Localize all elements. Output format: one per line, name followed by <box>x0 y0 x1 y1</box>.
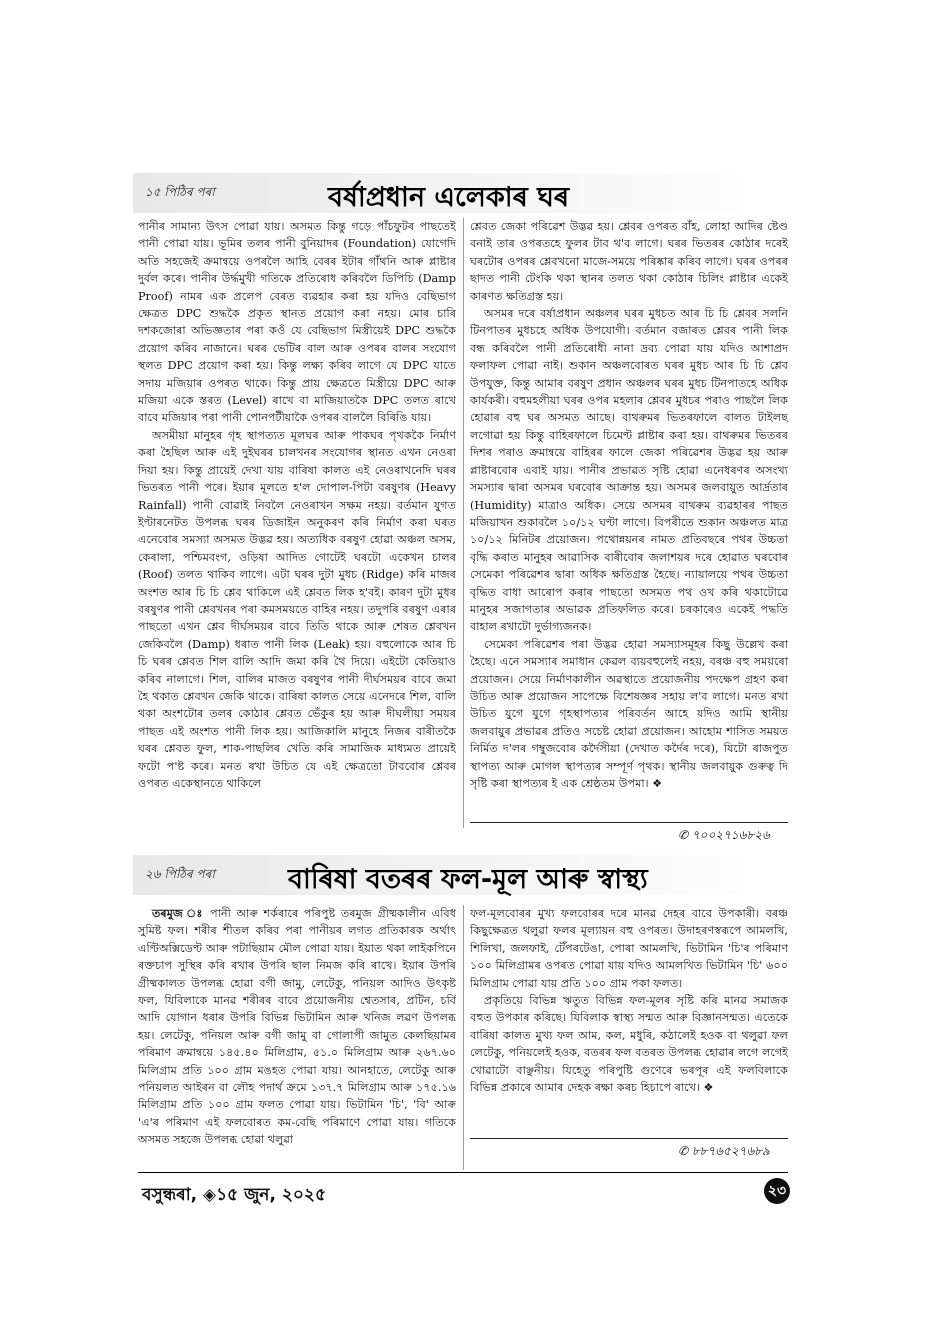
article1-title: বৰ্ষাপ্ৰধান এলেকাৰ ঘৰ <box>328 182 570 213</box>
article2-left-paragraph <box>138 905 456 1149</box>
article2-title: বাৰিষা বতৰৰ ফল-মূল আৰু স্বাস্থ্য <box>288 864 648 895</box>
article1-phone: ✆ ৭০০২৭১৬৮২৬ <box>678 828 770 842</box>
page-number: ২৩ <box>764 1178 790 1204</box>
article1-title-banner <box>133 173 788 213</box>
magazine-date: বসুন্ধৰা, ◈১৫ জুন, ২০২৫ <box>142 1185 327 1205</box>
article1-right-paragraph-3: সেমেকা পৰিৱেশৰ পৰা উদ্ভৱ হোৱা সমস্যাসমূহৰ কিছু উল্লেখ কৰা হৈছে। এনে সমস্যাৰ সমাধান কেৱল ব্যয়বহুলেই নহয়, বৰঞ্চ বহু সময়ৰো প্ৰয়োজন। সেয়ে নিৰ্মাণকালীন অৱস্থাতে প্ৰয়োজনীয় পদক্ষেপ গ্ৰহণ কৰা উচিত আৰু প্ৰয়োজন সাপেক্ষে বিশেষজ্ঞৰ সহায় ল'ব লাগে। মনত ৰখা উচিত যুগে যুগে গৃহস্থাপত্যৰ পৰিবৰ্তন আহে যদিও আমি স্থানীয় জলবায়ুৰ প্ৰভাৱৰ প্ৰতিও সচেষ্ট হোৱা প্ৰয়োজন। আহোম শাসিত সময়ত নিৰ্মিত দ'লৰ গম্বুজবোৰ কৰ্দৈসীয়া (দেখাত কৰ্দৈৰ দৰে), যিটো ৰাজপুত স্থাপত্য আৰু মোগল স্থাপত্যৰ সম্পূৰ্ণ পৃথক। স্থানীয় জলবায়ুক গুৰুত্ব দি সৃষ্টি কৰা স্থাপত্যৰ ই এক শ্ৰেষ্ঠতম উপমা। ❖ <box>470 637 788 790</box>
article1-right-column <box>470 218 788 818</box>
article1-left-column <box>138 218 456 836</box>
article2-right-column <box>470 905 788 1135</box>
article2-right-paragraph-1: ফল-মূলবোৰৰ মুখ্য ফলবোৰৰ দৰে মানৱ দেহৰ বাবে উপকাৰী। বৰঞ্চ কিছুক্ষেত্ৰত থলুৱা ফলৰ মূল্যায়ন বহু ওপৰত। উদাহৰণস্বৰূপে আমলখি, শিলিখা, জলফাই, টেঁপৰটেঙা, পোৰা আমলখি, ভিটামিন 'চি'ৰ পৰিমাণ ১০০ মিলিগ্ৰামৰ ওপৰত পোৱা যায় যদিও আমলখিত ভিটামিন 'চি' ৬০০ মিলিগ্ৰাম পোৱা যায় প্ৰতি ১০০ গ্ৰাম পকা ফলত। <box>470 907 788 990</box>
footer-rule <box>138 1172 788 1173</box>
article2-lead-word: তৰমুজ ঃ <box>152 906 205 920</box>
article1-right-paragraph-1: শ্লেবত জেকা পৰিৱেশ উদ্ভৱ হয়। শ্লেবৰ ওপৰত বাঁহ, লোহা আদিৰ ষ্টেণ্ড বনাই তাৰ ওপৰতহে ফুলৰ টাব থ'ব লাগে। ঘৰৰ ভিতৰৰ কোঠাৰ দৰেই ঘৰটোৰ ওপৰৰ শ্লেবখনো মাজে-সময়ে পৰিষ্কাৰ কৰিব লাগে। ঘৰৰ ওপৰৰ ছাদত পানী টেংকি থকা স্থানৰ তলত থকা কোঠাৰ চিলিং প্লাষ্টাৰ একেই কাৰণত ক্ষতিগ্ৰস্ত হয়। <box>470 220 788 303</box>
article1-left-paragraph-2: অসমীয়া মানুহৰ গৃহ স্থাপত্যত মূলঘৰ আৰু পাকঘৰ পৃথককৈ নিৰ্মাণ কৰা হৈছিল আৰু এই দুইঘৰৰ চালখনৰ সংযোগৰ স্থানত এখন নেওৰা দিয়া হয়। কিন্তু প্ৰায়েই দেখা যায় বাৰিষা কালত এই নেওৰাখনেদি ঘৰৰ ভিতৰত পানী পৰে। ইয়াৰ মূলতে হ'ল দোপাল-পিটা বৰষুণৰ (Heavy Rainfall) পানী বোৱাই নিবলৈ নেওৰাখন সক্ষম নহয়। বৰ্তমান যুগত ইণ্টাৰনেটত উপলব্ধ ঘৰৰ ডিজাইন অনুকৰণ কৰি নিৰ্মাণ কৰা ঘৰত এনেবোৰ সমস্যা অসমত উদ্ভৱ হয়। অত্যধিক বৰষুণ হোৱা অঞ্চল অসম, কেৰালা, পশ্চিমবংগ, ওড়িষা আদিত গোটেই ঘৰটো একেখন চালৰ (Roof) তলত থাকিব লাগে। এটা ঘৰৰ দুটা মুধচ (Ridge) কৰি মাজৰ অংশত আৰ চি চি শ্লেব থাকিলে এই শ্লেবত লিক হ'বই। কাৰণ দুটা মুধৰ বৰষুণৰ পানী শ্লেবখনৰ পৰা কমসময়তে বাহিৰ নহয়। তদুপৰি বৰষুণ এৰাৰ পাছতো এখন শ্লেব দীৰ্ঘসময়ৰ বাবে তিতি থাকে আৰু শেষত শ্লেবখন জেকিবলৈ (Damp) ধৰাত পানী লিক (Leak) হয়। বহুলোকে আৰ চি চি ঘৰৰ শ্লেবত শিল বালি আদি জমা কৰি থৈ দিয়ে। এইটো কেতিয়াও কৰিব নালাগে। শিল, বালিৰ মাজত বৰষুণৰ পানী দীৰ্ঘসময়ৰ বাবে জমা হৈ থকাত শ্লেবখন জেকি থাকে। বাৰিষা কালত সেয়ে এনেদৰে শিল, বালি থকা অংশটোৰ তলৰ কোঠাৰ শ্লেবত ভেঁকুৰ হয় আৰু দীঘলীয়া সময়ৰ পাছত এই অংশত পানী লিক হয়। আজিকালি মানুহে নিজৰ বাৰীতকৈ ঘৰৰ শ্লেবত ফুল, শাক-পাছলিৰ খেতি কৰি সামাজিক মাধ্যমত প্ৰায়েই ফটো প'ষ্ট কৰে। মনত ৰখা উচিত যে এই ক্ষেত্ৰতো টাববোৰ শ্লেবৰ ওপৰত একেস্থানতে থাকিলে <box>138 428 456 790</box>
article1-left-paragraph-1: পানীৰ সামান্য উৎস পোৱা যায়। অসমত কিন্তু গড়ে পাঁচফুটৰ পাছতেই পানী পোৱা যায়। ভূমিৰ তলৰ পানী বুনিয়াদৰ (Foundation) যোগেদি অতি সহজেই ক্ৰমান্বয়ে ওপৰলৈ আহি বেৰৰ ইটাৰ গাঁথনি আৰু প্লাষ্টাৰ দুৰ্বল কৰে। পানীৰ উৰ্দ্ধমুখী গতিকে প্ৰতিৰোধ কৰিবলৈ ডিপিচি (Damp Proof) নামৰ এক প্ৰলেপ বেৰত ব্যৱহাৰ কৰা হয় যদিও বেছিভাগ ক্ষেত্ৰত DPC শুদ্ধকৈ প্ৰকৃত স্থানত প্ৰয়োগ কৰা নহয়। মোৰ চাৰি দশকজোৰা অভিজ্ঞতাৰ পৰা কওঁ যে বেছিভাগ মিস্ত্ৰীয়েই DPC শুদ্ধকৈ প্ৰয়োগ কৰিব নাজানে। ঘৰৰ ভেটিৰ বাল আৰু ওপৰৰ বালৰ সংযোগ স্থলত DPC প্ৰয়োগ কৰা হয়। কিন্তু লক্ষ্য কৰিব লাগে যে DPC যাতে সদায় মজিয়াৰ ওপৰত থাকে। কিন্তু প্ৰায় ক্ষেত্ৰতে মিস্ত্ৰীয়ে DPC আৰু মজিয়া একে স্তৰত (Level) ৰাখে বা মাজিয়াতকৈ DPC তলত ৰাখে বাবে মজিয়াৰ পৰা পানী পোনপটীয়াকৈ ওপৰৰ বাললৈ বিৰিঙি যায়। <box>138 220 456 425</box>
article2-phone: ✆ ৮৮৭৬৫২৭৬৮৯ <box>678 1144 770 1158</box>
article2-right-paragraph-2: প্ৰকৃতিয়ে বিভিন্ন ঋতুত বিভিন্ন ফল-মূলৰ সৃষ্টি কৰি মানৱ সমাজক বহুত উপকাৰ কৰিছে। যিবিলাক স্বাস্থ্য সন্মত আৰু বিজ্ঞানসন্মত। এতেকে বাৰিষা কালত মুখ্য ফল আম, কল, মধুৰি, কঠালেই হওক বা থলুৱা ফল লেটেকু, পনিয়লেই হওক, বতৰৰ ফল বতৰত উপলব্ধ হোৱাৰ লগে লগেই খোৱাটো বাঞ্ছনীয়। যিহেতু পৰিপুষ্টি গুণেৰে ভৰপূৰ এই ফলবিলাকে বিভিন্ন প্ৰকাৰে আমাৰ দেহক ৰক্ষা কৰচ হিচাপে ৰাখে। ❖ <box>470 994 788 1095</box>
article2-title-banner <box>133 855 788 895</box>
article2-column-divider <box>463 905 464 1170</box>
article1-column-divider <box>463 218 464 828</box>
article2-left-text: পানী আৰু শৰ্কৰাৰে পৰিপুষ্ট তৰমুজ গ্ৰীষ্মকালীন এবিধ সুমিষ্ট ফল। শৰীৰ শীতল কৰিব পৰা পানীয়ৰ লগত প্ৰতিকাৰক অৰ্থাৎ এণ্টিঅক্সিডেণ্ট আৰু পটাছিয়াম মৌল পোৱা যায়। ইয়াত থকা লাইকপিনে ৰক্তচাপ সুস্থিৰ কৰি ৰখাৰ উপৰি ছাল নিমজ কৰি ৰাখে। ইয়াৰ উপৰি গ্ৰীষ্মকালত উপলব্ধ হোৱা বগী জামু, লেটেকু, পনিয়ল আদিও উৎকৃষ্ট ফল, যিবিলাকে মানৱ শৰীৰৰ বাবে প্ৰয়োজনীয় শ্বেতসাৰ, প্ৰটিন, চৰ্বি আদি যোগান ধৰাৰ উপৰি বিভিন্ন ভিটামিন আৰু খনিজ লৱণ উপলব্ধ হয়। লেটেকু, পনিয়ল আৰু বগী জামু বা গোলাপী জামুত কেলছিয়ামৰ পৰিমাণ ক্ৰমান্বয়ে ১৪৫.৪০ মিলিগ্ৰাম, ৫১.০ মিলিগ্ৰাম আৰু ২৬৭.৬০ মিলিগ্ৰাম প্ৰতি ১০০ গ্ৰাম মঙহত পোৱা যায়। আনহাতে, লেটেকু আৰু পনিয়লত আইৰন বা লৌহ পদাৰ্থ ক্ৰমে ১৩৭.৭ মিলিগ্ৰাম আৰু ১৭৫.১৬ মিলিগ্ৰাম প্ৰতি ১০০ গ্ৰাম ফলত পোৱা যায়। ভিটামিন 'চি', 'বি' আৰু 'এ'ৰ পৰিমাণ এই ফলবোৰত কম-বেছি পৰিমাণে পোৱা যায়। গতিকে অসমত সহজে উপলব্ধ হোৱা থলুৱা <box>138 907 456 1147</box>
article1-continued-from: ১৫ পিঠিৰ পৰা <box>145 185 215 199</box>
article1-end-rule <box>470 822 788 823</box>
article1-right-paragraph-2: অসমৰ দৰে বৰ্ষাপ্ৰধান অঞ্চলৰ ঘৰৰ মুধচত আৰ চি চি শ্লেবৰ সলনি টিনপাতৰ মুধচহে অধিক উপযোগী। বৰ্তমান বজাৰত শ্লেবৰ পানী লিক বন্ধ কৰিবলৈ পানী প্ৰতিৰোধী নানা দ্ৰব্য পোৱা যায় যদিও আশাপ্ৰদ ফলাফল পোৱা নাই। শুকান অঞ্চলবোৰত ঘৰৰ মুধচ আৰ চি চি শ্লেব উপযুক্ত, কিন্তু আমাৰ বৰষুণ প্ৰধান অঞ্চলৰ ঘৰৰ মুধচ টিনপাতহে অধিক কাৰ্যকৰী। বহুমহলীয়া ঘৰৰ ওপৰ মহলাৰ শ্লেবৰ মুধচৰ পৰাও পাছলৈ লিক হোৱাৰ বহু ঘৰ অসমত আছে। বাথৰুমৰ ভিতৰফালে বালত টাইলছ লগোৱা হয় কিন্তু বাহিৰফালে চিমেণ্ট প্লাষ্টাৰ কৰা হয়। বাথৰুমৰ ভিতৰৰ দিশৰ পৰাও ক্ৰমান্বয়ে বাহিৰৰ ফালে জেকা পৰিৱেশৰ উদ্ভৱ হয় আৰু প্লাষ্টাৰবোৰ এবাই যায়। পানীৰ প্ৰভাৱত সৃষ্টি হোৱা এনেধৰণৰ অসংখ্য সমস্যাৰ দ্বাৰা অসমৰ ঘৰবোৰ আক্ৰান্ত হয়। অসমৰ জলবায়ুত আৰ্দ্ৰতাৰ (Humidity) মাত্ৰাও অধিক। সেয়ে অসমৰ বাথৰুম ব্যৱহাৰৰ পাছত মজিয়াখন শুকাবলৈ ১০/১২ ঘণ্টা লাগে। বিপৰীতে শুকান অঞ্চলত মাত্ৰ ১০/১২ মিনিটৰ প্ৰয়োজন। পথোন্নয়নৰ নামত প্ৰতিবছৰে পথৰ উচ্চতা বৃদ্ধি কৰাত মানুহৰ আৱাসিক বাৰীবোৰ জলাশয়ৰ দৰে হোৱাত ঘৰবোৰ সেমেকা পৰিৱেশৰ দ্বাৰা অধিক ক্ষতিগ্ৰস্ত হৈছে। ন্যায়ালয়ে পথৰ উচ্চতা বৃদ্ধিত বাধা আৰোপ কৰাৰ পাছতো অসমত পথ ওখ কৰি থকাটোৱে মানুহৰ সজাগতাৰ অভাৱক প্ৰতিফলিত কৰে। চৰকাৰেও একেই পদ্ধতি বাহাল ৰখাটো দুৰ্ভাগ্যজনক। <box>470 307 788 634</box>
article2-end-rule <box>470 1138 788 1139</box>
article2-continued-from: ২৬ পিঠিৰ পৰা <box>145 867 215 881</box>
article2-left-column <box>138 905 456 1175</box>
